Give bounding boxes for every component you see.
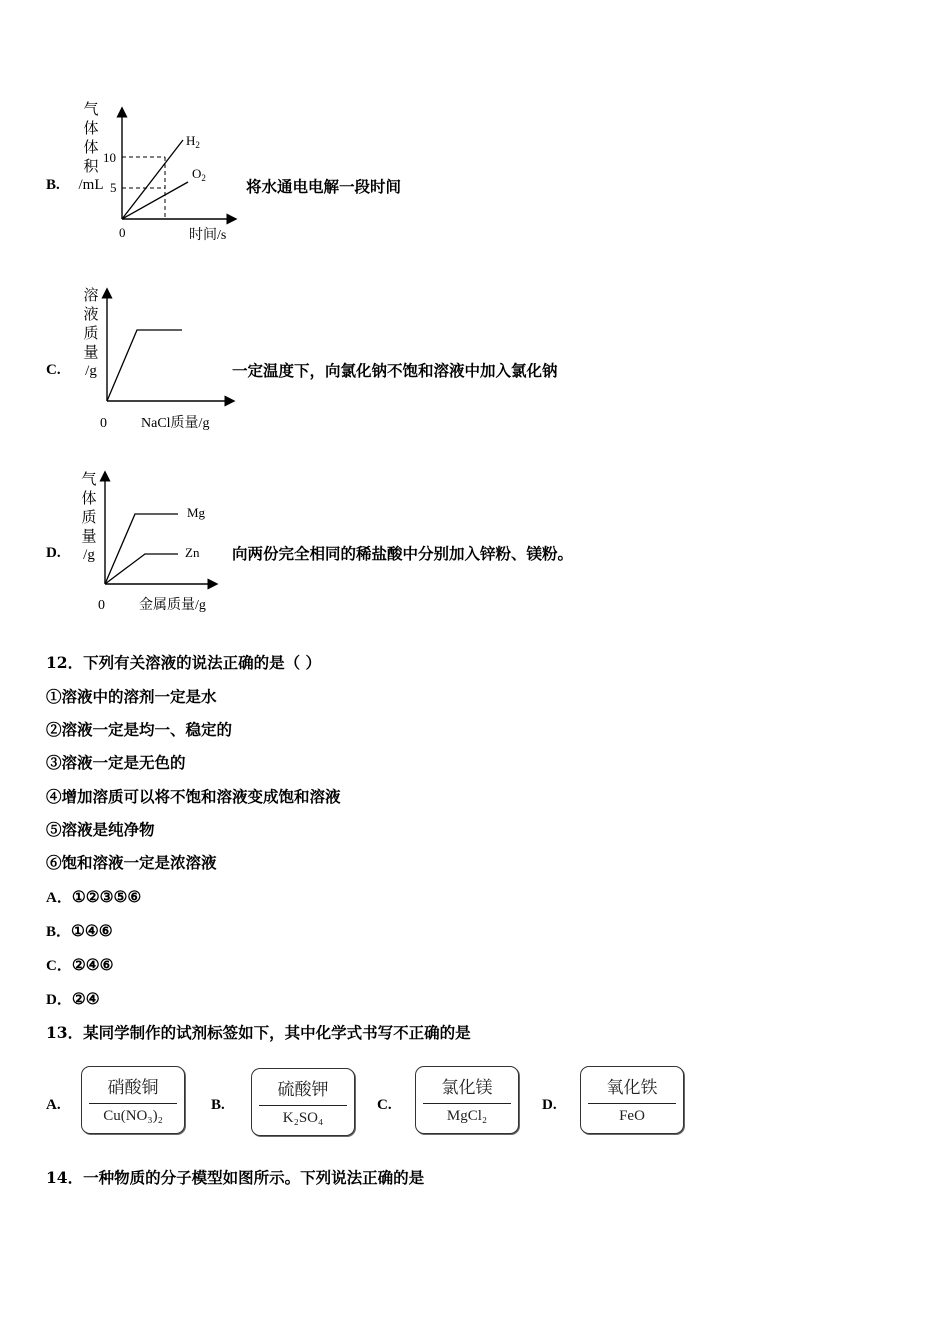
reagent-formula: Cu(NO₃)₂ [103,1108,163,1124]
x-axis-label: 时间/s [189,228,227,243]
ylabel-char: 量 [83,343,99,361]
q12-item-1: ①溶液中的溶剂一定是水 [46,687,217,706]
reagent-label-a[interactable] [81,1066,185,1134]
option-c-description: 一定温度下，向氯化钠不饱和溶液中加入氯化钠 [232,361,558,380]
ylabel-char: 体 [81,489,97,507]
reagent-name: 硝酸铜 [107,1078,159,1098]
label-divider [588,1103,676,1104]
q12-item-3: ③溶液一定是无色的 [46,753,186,772]
ylabel-char: 体 [83,119,99,137]
chart-c [90,285,240,435]
legend-mg: Mg [187,505,206,520]
q13-stem: 13．某同学制作的试剂标签如下，其中化学式书写不正确的是 [46,1023,471,1042]
reagent-formula: MgCl₂ [446,1108,488,1124]
q12-option-b[interactable] [46,921,113,942]
legend-o2-sub: 2 [201,173,206,183]
q12-stem: 12．下列有关溶液的说法正确的是（ ） [46,653,321,672]
chart-b [100,100,240,245]
ylabel-char: 气 [81,470,97,488]
ylabel-char: 液 [83,305,99,323]
option-text: ②④⑥ [71,955,114,974]
option-c-letter: C. [46,362,61,378]
q12-item-2: ②溶液一定是均一、稳定的 [46,720,233,739]
q13-option-a-letter: A. [46,1097,61,1113]
reagent-label-d[interactable] [580,1066,684,1134]
q12-option-d[interactable] [46,989,100,1010]
origin-label: 0 [100,416,107,431]
option-b-letter: B. [46,177,60,193]
ylabel-char: 体 [83,138,99,156]
ylabel-unit: /g [83,547,95,563]
option-d-letter: D. [46,545,61,561]
tick-5: 5 [110,180,117,195]
ylabel-char: 气 [83,100,99,118]
option-letter: D． [46,992,72,1008]
q12-item-4: ④增加溶质可以将不饱和溶液变成饱和溶液 [46,787,341,806]
ylabel-unit: /g [85,363,97,379]
legend-o2-name: O [192,166,202,181]
q13-option-b-letter: B. [211,1097,225,1113]
ylabel-char: 质 [83,324,99,342]
ylabel-char: 溶 [83,286,99,304]
reagent-label-b[interactable] [251,1068,355,1136]
q12-item-6: ⑥饱和溶液一定是浓溶液 [46,853,217,872]
x-axis-label: 金属质量/g [139,598,206,613]
q12-option-a[interactable] [46,887,141,908]
legend-h2-sub: 2 [195,140,200,150]
series-solution-mass-line [107,330,182,401]
ylabel-unit: /mL [78,177,104,193]
legend-h2-name: H [186,133,196,148]
option-letter: C． [46,958,72,974]
x-axis-label: NaCl质量/g [141,416,210,431]
q14-stem: 14．一种物质的分子模型如图所示。下列说法正确的是 [46,1168,425,1187]
label-divider [259,1105,347,1106]
reagent-name: 氯化镁 [441,1078,493,1098]
label-divider [89,1103,177,1104]
ylabel-char: 积 [83,157,99,175]
legend-h2 [186,133,200,150]
q12-item-5: ⑤溶液是纯净物 [46,820,155,839]
legend-zn: Zn [185,545,200,560]
origin-label: 0 [119,225,126,240]
ylabel-char: 量 [81,527,97,545]
q13-option-d-letter: D. [542,1097,557,1113]
label-divider [423,1103,511,1104]
series-h2-line [122,140,183,219]
option-text: ②④ [71,989,100,1008]
option-text: ①②③⑤⑥ [71,887,142,906]
reagent-formula: FeO [619,1108,645,1124]
reagent-name: 硫酸钾 [277,1080,329,1100]
origin-label: 0 [98,598,105,613]
option-b-description: 将水通电电解一段时间 [246,177,402,196]
ylabel-char: 质 [81,508,97,526]
option-letter: B． [46,924,72,940]
q13-option-c-letter: C. [377,1097,392,1113]
tick-10: 10 [103,150,116,165]
series-mg-line [105,514,178,584]
option-text: ①④⑥ [71,921,113,940]
option-d-description: 向两份完全相同的稀盐酸中分别加入锌粉、镁粉。 [232,544,574,563]
reagent-label-c[interactable] [415,1066,519,1134]
reagent-name: 氧化铁 [606,1078,658,1098]
reagent-formula: K₂SO₄ [282,1110,324,1126]
legend-o2 [192,166,206,183]
q12-option-c[interactable] [46,955,114,976]
option-letter: A． [46,890,72,906]
chart-d [88,468,238,618]
